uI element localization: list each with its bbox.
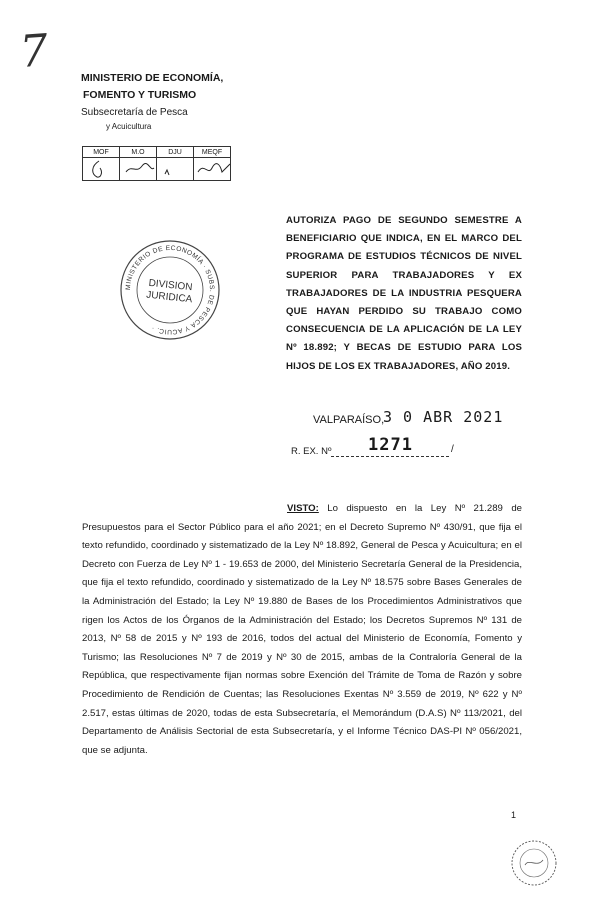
visa-table xyxy=(82,146,231,181)
visa-signature-1 xyxy=(83,158,120,181)
visa-signature-2 xyxy=(120,158,157,181)
ministry-name-line2: FOMENTO Y TURISMO xyxy=(83,89,197,101)
ministry-letterhead xyxy=(81,70,223,133)
foliation-stamp xyxy=(509,838,559,888)
visa-header-dju: DJU xyxy=(157,147,194,158)
subsecretaria-name: Subsecretaría de Pesca xyxy=(81,107,188,118)
visa-signature-4 xyxy=(194,158,231,181)
visto-label: VISTO: xyxy=(287,503,319,514)
juridica-division-stamp xyxy=(118,238,222,342)
visa-header-mo: M.O xyxy=(120,147,157,158)
stamp-center-line1: DIVISION xyxy=(148,277,193,294)
visto-text: Lo dispuesto en la Ley Nº 21.289 de Presupuestos para el Sector Público para el año 2021; en el Decreto Supremo Nº 430/91, que fija el texto refundido, coordinado y sistematizado de la Ley Nº 18.892, General de Pesca y Acuicultura; en el Decreto con Fuerza de Ley Nº 1 - 19.653 de 2000, del Ministerio Secretaría General de la Presidencia, que fija el texto refundido, coordinado y sistematizado de la Ley Nº 18.575 sobre Bases Generales de la Administración del Estado; la Ley Nº 19.880 de Bases de los Procedimientos Administrativos que rigen los Actos de los Órganos de la Administración del Estado; los Decretos Supremos Nº 131 de 2013, Nº 58 de 2015 y Nº 193 de 2016, todos del actual del Ministerio de Economía, Fomento y Turismo; las Resoluciones Nº 7 de 2019 y Nº 30 de 2015, ambas de la Contraloría General de la República, que respectivamente fijan normas sobre Exención del Trámite de Toma de Razón y sobre Procedimiento de Rendición de Cuentas; las Resoluciones Exentas Nº 3.559 de 2019, Nº 622 y Nº 2.517, estas últimas de 2020, todas de esta Subsecretaría, el Memorándum (D.A.S) Nº 113/2021, del Departamento de Análisis Sectorial de esta Subsecretaría, y el Informe Técnico DAS-PI Nº 056/2021, que se adjunta. xyxy=(82,503,522,756)
visto-paragraph xyxy=(82,500,522,760)
rex-slash: / xyxy=(451,444,454,455)
resolution-subject: AUTORIZA PAGO DE SEGUNDO SEMESTRE A BENEFICIARIO QUE INDICA, EN EL MARCO DEL PROGRAMA DE ESTUDIOS TÉCNICOS DE NIVEL SUPERIOR PARA TRABAJADORES Y EX TRABAJADORES DE LA INDUSTRIA PESQUERA QUE HAYAN PERDIDO SU TRABAJO COMO CONSECUENCIA DE LA APLICACIÓN DE LA LEY Nº 18.892; Y BECAS DE ESTUDIO PARA LOS HIJOS DE LOS EX TRABAJADORES, AÑO 2019. xyxy=(286,215,522,372)
rex-label: R. EX. Nº xyxy=(291,446,332,457)
subsecretaria-name-cont: y Acuicultura xyxy=(106,122,152,131)
visa-header-mof: MOF xyxy=(83,147,120,158)
visa-header-meqf: MEQF xyxy=(194,147,231,158)
ministry-name-line1: MINISTERIO DE ECONOMÍA, xyxy=(81,72,224,84)
place-label: VALPARAÍSO, xyxy=(313,414,385,426)
date-stamp: 3 0 ABR 2021 xyxy=(383,408,504,426)
handwritten-mark: 7 xyxy=(18,25,50,78)
visa-signature-3 xyxy=(157,158,194,181)
rex-number: 1271 xyxy=(368,435,413,455)
page-number: 1 xyxy=(511,810,517,820)
stamp-ring-text: MINISTERIO DE ECONOMÍA · SUBS. DE PESCA Y ACUIC. · xyxy=(124,244,216,336)
stamp-center-line2: JURIDICA xyxy=(145,289,193,306)
